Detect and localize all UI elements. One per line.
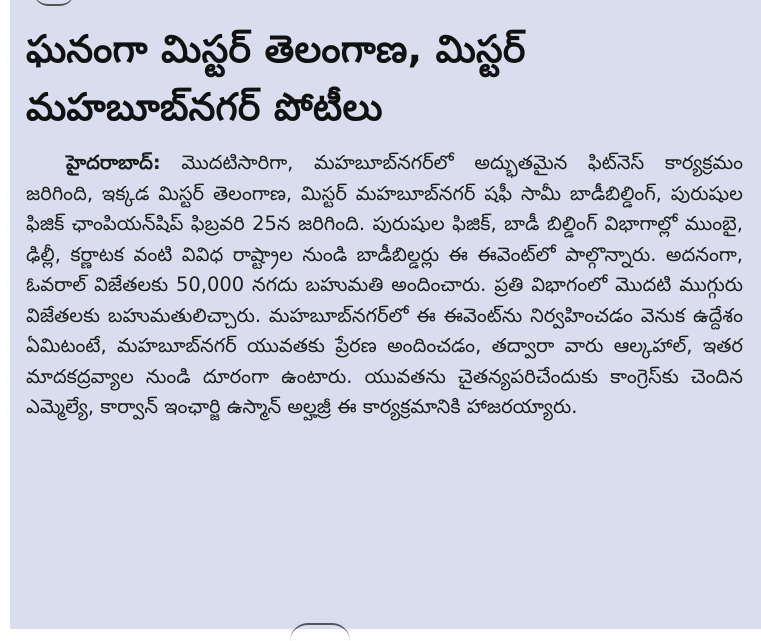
newspaper-clipping xyxy=(10,0,761,629)
article-headline: ఘనంగా మిస్టర్ తెలంగాణ, మిస్టర్ మహబూబ్‌నగర్ పోటీలు xyxy=(26,27,526,129)
next-article-fragment xyxy=(290,623,350,641)
previous-article-fragment xyxy=(34,0,74,6)
article-dateline: హైదరాబాద్: xyxy=(66,151,161,174)
article-body xyxy=(26,148,743,423)
article-body-text: మొదటిసారిగా, మహబూబ్‌నగర్‌లో అద్భుతమైన ఫిట్‌నెస్ కార్యక్రమం జరిగింది, ఇక్కడ మిస్టర్ తెలంగాణ, మిస్టర్ మహబూబ్‌నగర్ షఫీ సామీ బాడీబిల్డింగ్, పురుషుల ఫిజిక్ ఛాంపియన్‌షిప్ ఫిబ్రవరి 25న జరిగింది. పురుషుల ఫిజిక్, బాడీ బిల్డింగ్ విభాగాల్లో ముంబై, ఢిల్లీ, కర్ణాటక వంటి వివిధ రాష్ట్రాల నుండి బాడీబిల్డర్లు ఈ ఈవెంట్‌లో పాల్గొన్నారు. అదనంగా, ఓవరాల్ విజేతలకు 50,000 నగదు బహుమతి అందించారు. ప్రతి విభాగంలో మొదటి ముగ్గురు విజేతలకు బహుమతులిచ్చారు. మహబూబ్‌నగర్‌లో ఈ ఈవెంట్‌ను నిర్వహించడం వెనుక ఉద్దేశం ఏమిటంటే, మహబూబ్‌నగర్ యువతకు ప్రేరణ అందించడం, తద్వారా వారు ఆల్కహాల్, ఇతర మాదకద్రవ్యాల నుండి దూరంగా ఉంటారు. యువతను చైతన్యపరిచేందుకు కాంగ్రెస్‌కు చెందిన ఎమ్మెల్యే, కార్వాన్ ఇంఛార్జి ఉస్మాన్ అల్హజ్రీ ఈ కార్యక్రమానికి హాజరయ్యారు. xyxy=(26,151,743,418)
